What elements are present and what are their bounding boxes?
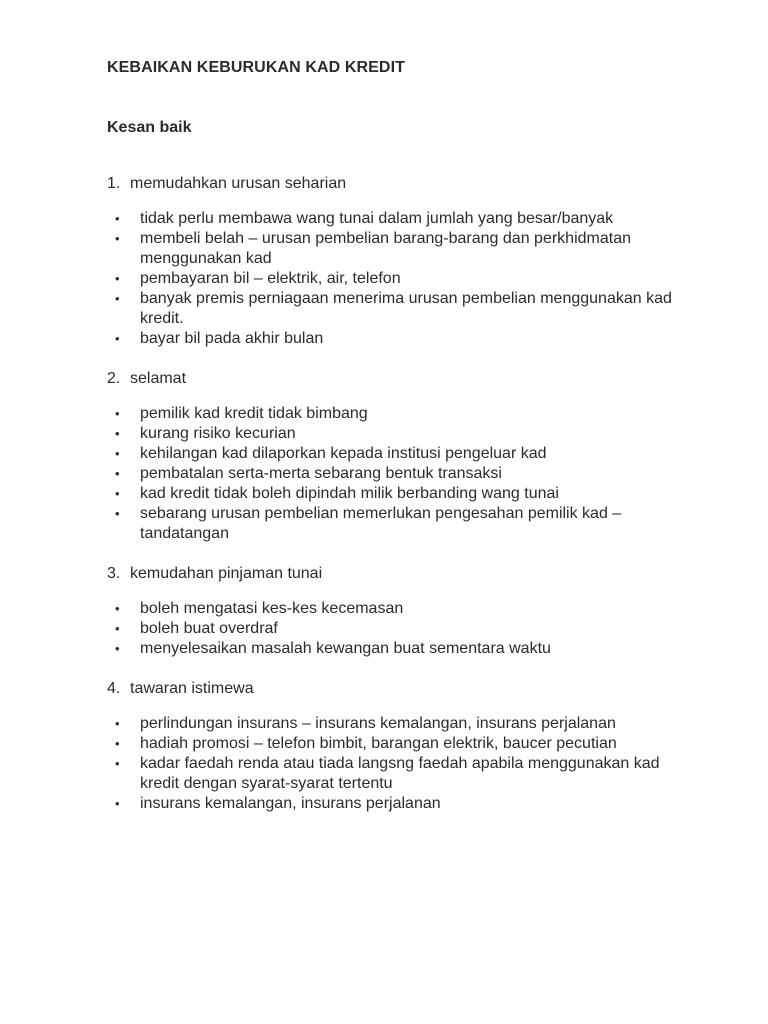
bullet-icon: • <box>115 426 120 441</box>
bullet-icon: • <box>115 756 120 771</box>
bullet-list <box>107 714 687 814</box>
list-item-text: kad kredit tidak boleh dipindah milik berbanding wang tunai <box>140 485 559 502</box>
list-item <box>107 289 687 329</box>
list-item-text: boleh mengatasi kes-kes kecemasan <box>140 600 404 617</box>
bullet-list <box>107 404 687 544</box>
bullet-list <box>107 599 687 659</box>
bullet-icon: • <box>115 231 120 246</box>
bullet-icon: • <box>115 466 120 481</box>
section-title: kemudahan pinjaman tunai <box>130 565 323 582</box>
bullet-icon: • <box>115 291 120 306</box>
list-item-text: kurang risiko kecurian <box>140 425 296 442</box>
section-heading <box>107 679 687 699</box>
bullet-icon: • <box>115 486 120 501</box>
list-item <box>107 329 687 349</box>
bullet-icon: • <box>115 716 120 731</box>
list-item-text: membeli belah – urusan pembelian barang-barang dan perkhidmatan menggunakan kad <box>140 230 631 267</box>
list-item-text: tidak perlu membawa wang tunai dalam jumlah yang besar/banyak <box>140 210 614 227</box>
list-item-text: pembayaran bil – elektrik, air, telefon <box>140 270 401 287</box>
section-heading <box>107 174 687 194</box>
list-item-text: banyak premis perniagaan menerima urusan pembelian menggunakan kad kredit. <box>140 290 672 327</box>
list-item-text: perlindungan insurans – insurans kemalangan, insurans perjalanan <box>140 715 616 732</box>
list-item <box>107 444 687 464</box>
list-item-text: kehilangan kad dilaporkan kepada institusi pengeluar kad <box>140 445 547 462</box>
list-item <box>107 599 687 619</box>
list-item <box>107 404 687 424</box>
section-number: 4. <box>107 680 121 697</box>
list-item <box>107 504 687 544</box>
section-heading <box>107 564 687 584</box>
section-number: 3. <box>107 565 121 582</box>
bullet-icon: • <box>115 331 120 346</box>
list-item <box>107 229 687 269</box>
section-title: memudahkan urusan seharian <box>130 175 347 192</box>
section-number: 1. <box>107 175 121 192</box>
bullet-icon: • <box>115 506 120 521</box>
document-page <box>107 58 687 814</box>
bullet-icon: • <box>115 406 120 421</box>
list-item-text: pembatalan serta-merta sebarang bentuk transaksi <box>140 465 502 482</box>
bullet-icon: • <box>115 796 120 811</box>
list-item-text: sebarang urusan pembelian memerlukan pengesahan pemilik kad – tandatangan <box>140 505 622 542</box>
document-subtitle: Kesan baik <box>107 119 192 136</box>
list-item <box>107 464 687 484</box>
list-item <box>107 754 687 794</box>
bullet-icon: • <box>115 736 120 751</box>
bullet-icon: • <box>115 271 120 286</box>
bullet-icon: • <box>115 211 120 226</box>
list-item-text: boleh buat overdraf <box>140 620 278 637</box>
bullet-icon: • <box>115 641 120 656</box>
list-item <box>107 794 687 814</box>
section-title: tawaran istimewa <box>130 680 254 697</box>
list-item <box>107 484 687 504</box>
list-item <box>107 209 687 229</box>
section-4 <box>107 679 687 814</box>
section-3 <box>107 564 687 659</box>
list-item-text: menyelesaikan masalah kewangan buat sementara waktu <box>140 640 551 657</box>
list-item-text: pemilik kad kredit tidak bimbang <box>140 405 368 422</box>
list-item-text: kadar faedah renda atau tiada langsng faedah apabila menggunakan kad kredit dengan syarat-syarat tertentu <box>140 755 660 792</box>
section-title: selamat <box>130 370 187 387</box>
list-item-text: insurans kemalangan, insurans perjalanan <box>140 795 441 812</box>
list-item <box>107 639 687 659</box>
list-item <box>107 714 687 734</box>
bullet-icon: • <box>115 601 120 616</box>
section-1 <box>107 174 687 349</box>
section-2 <box>107 369 687 544</box>
list-item-text: bayar bil pada akhir bulan <box>140 330 324 347</box>
list-item-text: hadiah promosi – telefon bimbit, barangan elektrik, baucer pecutian <box>140 735 617 752</box>
section-number: 2. <box>107 370 121 387</box>
list-item <box>107 734 687 754</box>
list-item <box>107 424 687 444</box>
document-title: KEBAIKAN KEBURUKAN KAD KREDIT <box>107 59 406 76</box>
bullet-list <box>107 209 687 349</box>
list-item <box>107 619 687 639</box>
bullet-icon: • <box>115 446 120 461</box>
bullet-icon: • <box>115 621 120 636</box>
list-item <box>107 269 687 289</box>
section-heading <box>107 369 687 389</box>
